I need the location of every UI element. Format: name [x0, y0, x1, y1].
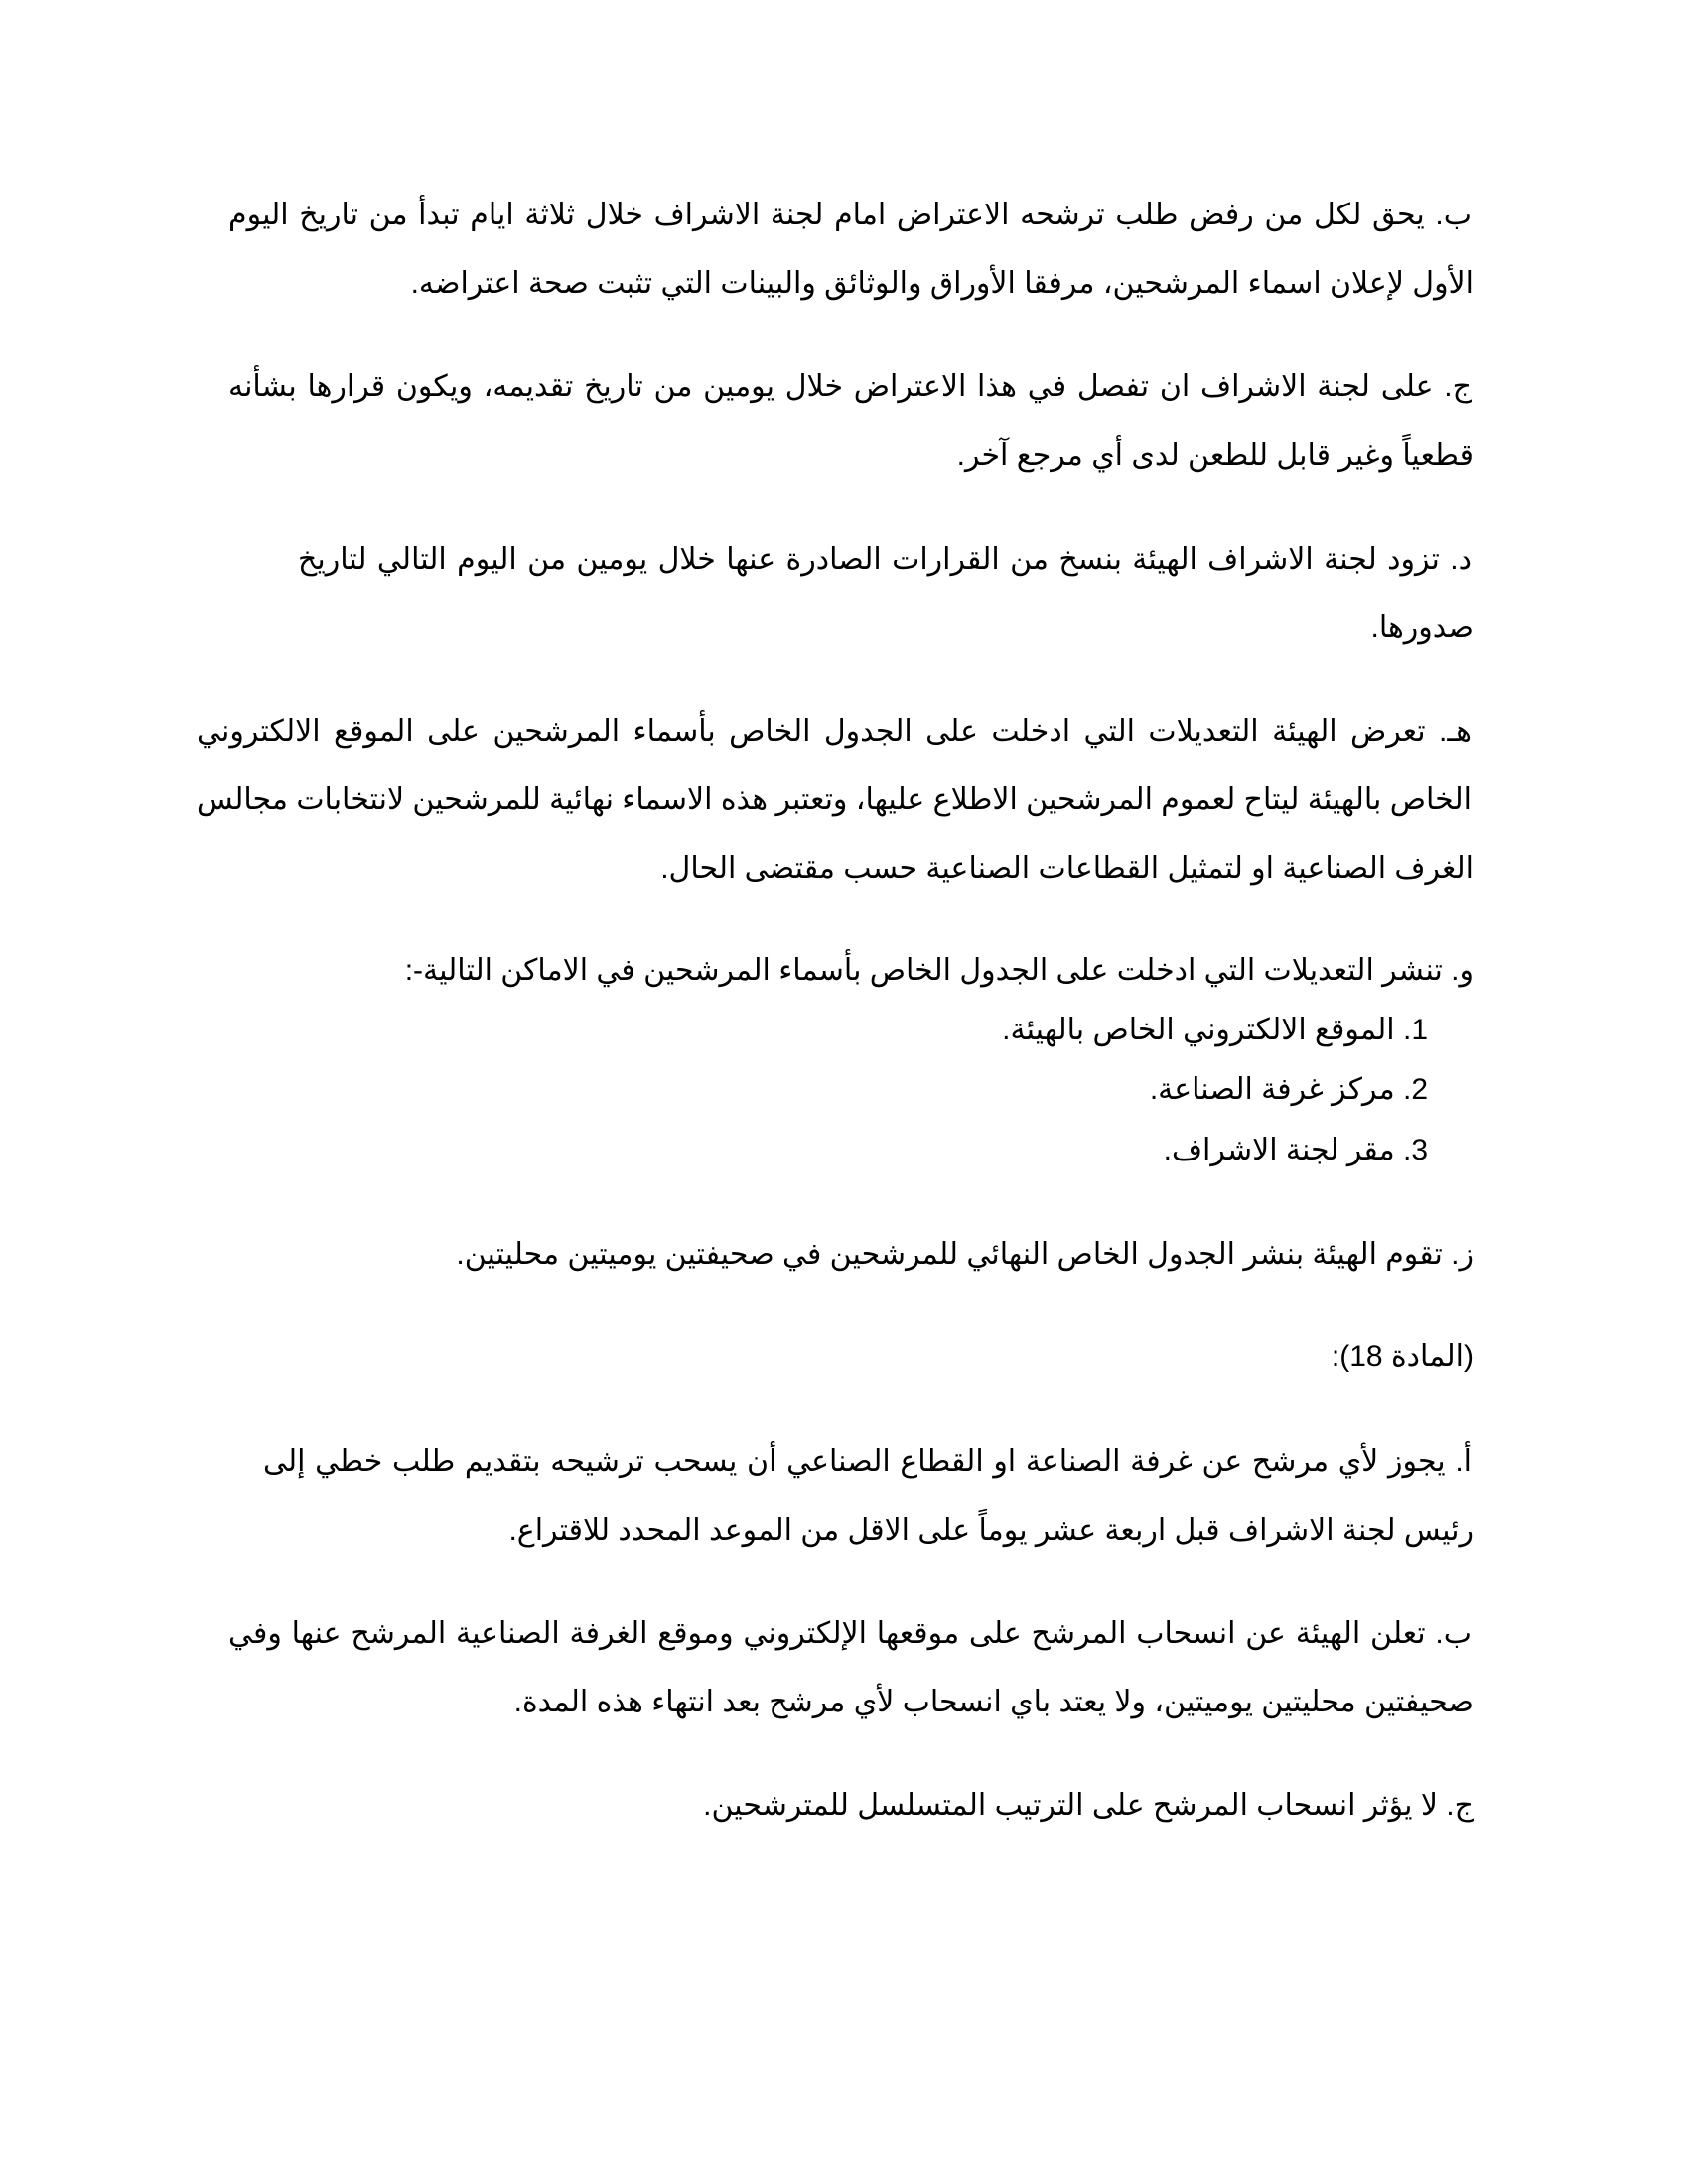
art18-a-line-1: أ. يجوز لأي مرشح عن غرفة الصناعة او القطاع الصناعي أن يسحب ترشيحه بتقديم طلب خطي إلى	[263, 1445, 1472, 1478]
art18-a-line-2: رئيس لجنة الاشراف قبل اربعة عشر يوماً على الاقل من الموعد المحدد للاقتراع.	[508, 1514, 1474, 1547]
para-h-line-2: الخاص بالهيئة ليتاح لعموم المرشحين الاطلاع عليها، وتعتبر هذه الاسماء نهائية للمرشحين لانتخابات مجالس	[197, 783, 1472, 816]
para-w-intro: و. تنشر التعديلات التي ادخلت على الجدول الخاص بأسماء المرشحين في الاماكن التالية-:	[404, 954, 1474, 987]
para-z-line-1: ز. تقوم الهيئة بنشر الجدول الخاص النهائي للمرشحين في صحيفتين يوميتين محليتين.	[456, 1238, 1474, 1271]
art18-b-line-2: صحيفتين محليتين يوميتين، ولا يعتد باي انسحاب لأي مرشح بعد انتهاء هذه المدة.	[513, 1686, 1474, 1718]
para-b-line-1: ب. يحق لكل من رفض طلب ترشحه الاعتراض امام لجنة الاشراف خلال ثلاثة ايام تبدأ من تاريخ اليوم	[228, 199, 1472, 231]
para-j-line-2: قطعياً وغير قابل للطعن لدى أي مرجع آخر.	[956, 439, 1474, 472]
para-d-line-2: صدورها.	[1370, 612, 1474, 644]
art18-b-line-1: ب. تعلن الهيئة عن انسحاب المرشح على موقعها الإلكتروني وموقع الغرفة الصناعية المرشح عنها وفي	[228, 1617, 1472, 1650]
art18-j-line-1: ج. لا يؤثر انسحاب المرشح على الترتيب المتسلسل للمترشحين.	[703, 1789, 1474, 1822]
para-b-line-2: الأول لإعلان اسماء المرشحين، مرفقا الأوراق والوثائق والبينات التي تثبت صحة اعتراضه.	[410, 267, 1474, 300]
article-heading: (المادة 18):	[1331, 1340, 1474, 1373]
para-w-list-item: 2. مركز غرفة الصناعة.	[1149, 1073, 1428, 1106]
para-h-line-3: الغرف الصناعية او لتمثيل القطاعات الصناعية حسب مقتضى الحال.	[660, 852, 1474, 885]
para-d-line-1: د. تزود لجنة الاشراف الهيئة بنسخ من القرارات الصادرة عنها خلال يومين من اليوم التالي لتاريخ	[298, 543, 1472, 576]
para-w-list-item: 3. مقر لجنة الاشراف.	[1163, 1134, 1428, 1166]
para-w-list-item: 1. الموقع الالكتروني الخاص بالهيئة.	[1002, 1014, 1428, 1046]
para-h-line-1: هـ. تعرض الهيئة التعديلات التي ادخلت على الجدول الخاص بأسماء المرشحين على الموقع الالكتروني	[197, 715, 1472, 748]
para-j-line-1: ج. على لجنة الاشراف ان تفصل في هذا الاعتراض خلال يومين من تاريخ تقديمه، ويكون قرارها بشأنه	[228, 370, 1472, 403]
